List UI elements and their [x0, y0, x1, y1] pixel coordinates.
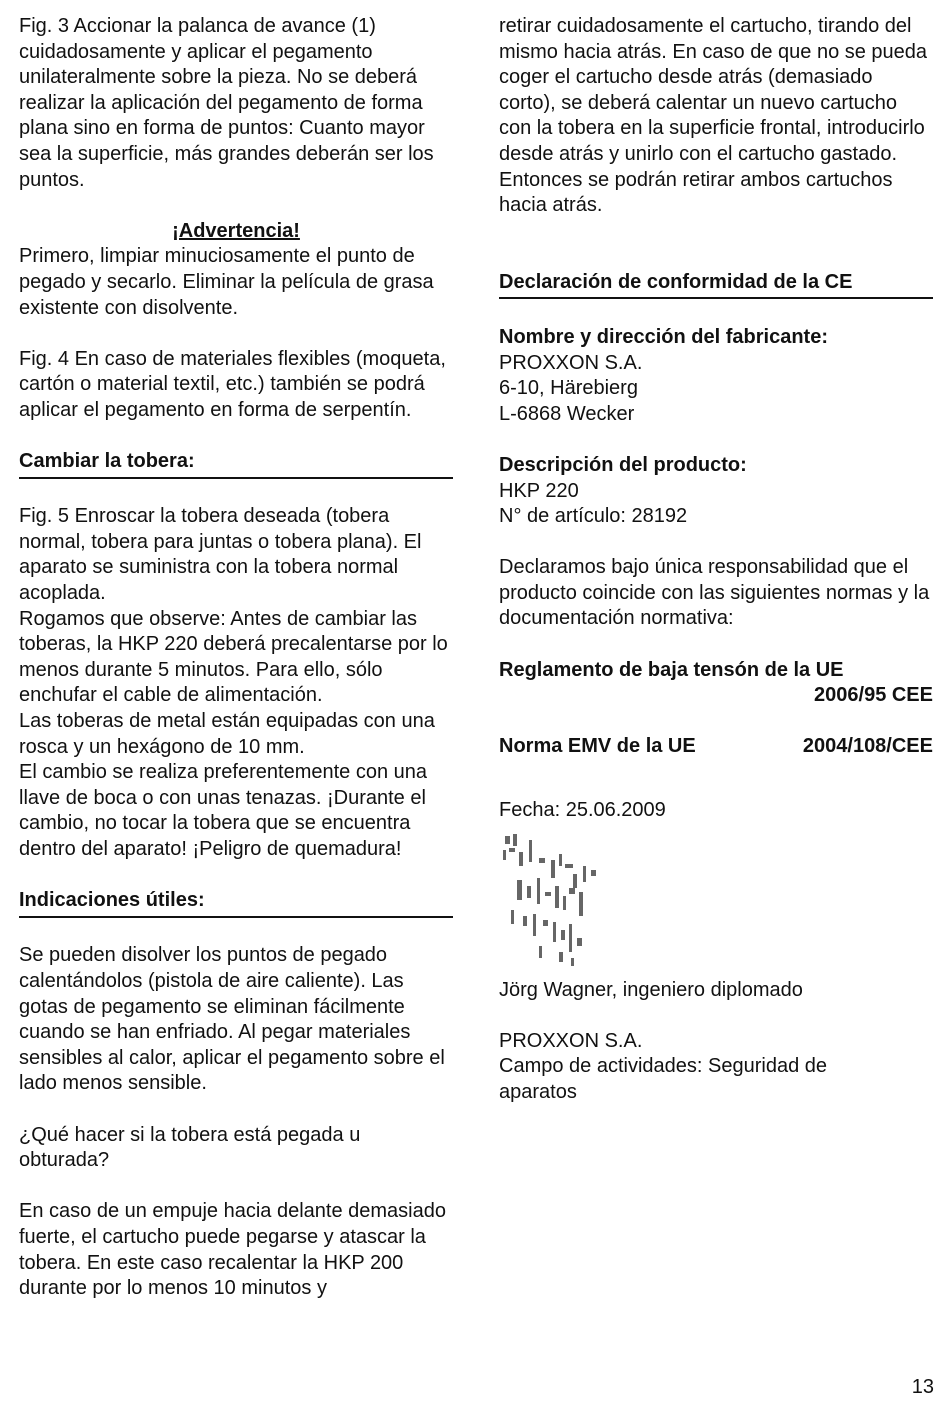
question-paragraph: ¿Qué hacer si la tobera está pegada u obturada?	[19, 1123, 361, 1172]
emv-code: 2004/108/CEE	[802, 735, 933, 758]
product-label: Descripción del producto:	[499, 453, 747, 476]
metal-paragraph: Las toberas de metal están equipadas con una rosca y un hexágono de 10 mm.	[19, 710, 435, 758]
page-number: 13	[911, 1376, 934, 1398]
continuation-paragraph: retirar cuidadosamente el cartucho, tirando del mismo hacia atrás. En caso de que no se pueda coger el cartucho desde atrás (demasiado corto), se deberá calentar un nuevo cartucho con la tobera en la superficie frontal, introducirlo desde atrás y unirlo con el cartucho gastado. Entonces se podrán retirar ambos cartuchos hacia atrás.	[499, 15, 928, 217]
fig4-paragraph: Fig. 4 En caso de materiales flexibles (moqueta, cartón o material textil, etc.) también se podrá aplicar el pegamento en forma de serpentín.	[19, 347, 446, 421]
product-line: N° de artículo: 28192	[499, 505, 688, 528]
emv-label: Norma EMV de la UE	[499, 735, 696, 758]
signature-image	[499, 830, 609, 970]
company-name: PROXXON S.A.	[499, 1029, 643, 1052]
field-line: aparatos	[499, 1081, 577, 1103]
left-column	[19, 14, 453, 1302]
manufacturer-label: Nombre y dirección del fabricante:	[499, 325, 828, 348]
tips-paragraph: Se pueden disolver los puntos de pegado calentándolos (pistola de aire caliente). Las gotas de pegamento se eliminan fácilmente cuando se han enfriado. Al pegar materiales sensibles al calor, aplicar el pegamento sobre el lado menos sensible.	[19, 944, 445, 1095]
date-line: Fecha: 25.06.2009	[499, 799, 666, 822]
product-line: HKP 220	[499, 479, 579, 502]
low-voltage-label: Reglamento de baja tensón de la UE	[499, 658, 844, 681]
right-column	[499, 14, 933, 1106]
manufacturer-line: 6-10, Härebierg	[499, 377, 638, 400]
answer-paragraph: En caso de un empuje hacia delante demasiado fuerte, el cartucho puede pegarse y atascar la tobera. En este caso recalentar la HKP 200 durante por lo menos 10 minutos y	[19, 1200, 446, 1300]
section-heading-tips: Indicaciones útiles:	[19, 888, 453, 918]
emv-norm-line	[499, 734, 933, 760]
note-paragraph: Rogamos que observe: Antes de cambiar las toberas, la HKP 220 deberá precalentarse por lo menos durante 5 minutos. Para ello, sólo enchufar el cable de alimentación.	[19, 607, 448, 707]
section-heading-nozzle: Cambiar la tobera:	[19, 449, 453, 479]
section-heading-ce: Declaración de conformidad de la CE	[499, 270, 933, 300]
manufacturer-line: L-6868 Wecker	[499, 402, 635, 425]
fig5-paragraph: Fig. 5 Enroscar la tobera deseada (tobera normal, tobera para juntas o tobera plana). El aparato se suministra con la tobera normal acoplada.	[19, 505, 422, 605]
warning-title: ¡Advertencia!	[172, 219, 300, 242]
fig3-paragraph: Fig. 3 Accionar la palanca de avance (1) cuidadosamente y aplicar el pegamento unilateralmente sobre la pieza. No se deberá realizar la aplicación del pegamento de forma plana sino en forma de puntos: Cuanto mayor sea la superficie, más grandes deberán ser los puntos.	[19, 15, 434, 191]
low-voltage-code: 2006/95 CEE	[814, 684, 933, 707]
field-line: Campo de actividades: Seguridad de	[499, 1055, 827, 1078]
manufacturer-line: PROXXON S.A.	[499, 351, 643, 374]
declaration-paragraph: Declaramos bajo única responsabilidad que el producto coincide con las siguientes normas y la documentación normativa:	[499, 556, 930, 630]
signer-name: Jörg Wagner, ingeniero diplomado	[499, 978, 803, 1001]
change-paragraph: El cambio se realiza preferentemente con una llave de boca o con unas tenazas. ¡Durante el cambio, no tocar la tobera que se encuentra dentro del aparato! ¡Peligro de quemadura!	[19, 761, 428, 860]
warning-text: Primero, limpiar minuciosamente el punto de pegado y secarlo. Eliminar la película de grasa existente con disolvente.	[19, 245, 434, 319]
